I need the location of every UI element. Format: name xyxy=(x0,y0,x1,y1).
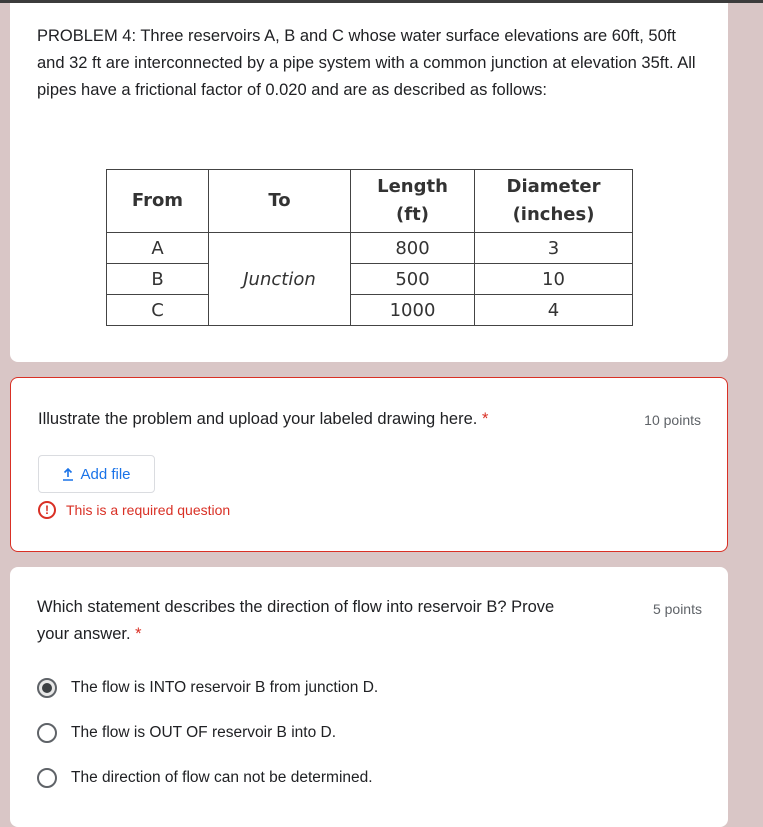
required-asterisk: * xyxy=(135,625,142,643)
radio-button[interactable] xyxy=(37,768,57,788)
required-error xyxy=(38,501,230,519)
cell-length: 500 xyxy=(351,264,475,295)
option-flow-into-b[interactable] xyxy=(37,678,378,698)
header-from: From xyxy=(107,170,209,233)
radio-button-selected[interactable] xyxy=(37,678,57,698)
add-file-button[interactable] xyxy=(38,455,155,493)
cell-diameter: 10 xyxy=(475,264,633,295)
table-row xyxy=(107,295,633,326)
cell-length: 1000 xyxy=(351,295,475,326)
radio-button[interactable] xyxy=(37,723,57,743)
option-label: The flow is OUT OF reservoir B into D. xyxy=(71,724,336,741)
error-text: This is a required question xyxy=(66,502,231,518)
option-flow-out-of-b[interactable] xyxy=(37,723,336,743)
header-to: To xyxy=(209,170,351,233)
cell-from: B xyxy=(107,264,209,295)
problem-text: PROBLEM 4: Three reservoirs A, B and C whose water surface elevations are 60ft, 50ft and 32 ft are interconnected by a pipe system with a common junction at elevation 35ft. All pipes have a frictional factor of 0.020 and are as described as follows: xyxy=(37,27,696,99)
upload-icon xyxy=(62,468,74,481)
cell-to-junction: Junction xyxy=(209,233,351,326)
points-label: 10 points xyxy=(644,412,701,428)
cell-from: A xyxy=(107,233,209,264)
cell-from: C xyxy=(107,295,209,326)
add-file-label: Add file xyxy=(80,465,131,483)
table-row xyxy=(107,233,633,264)
cell-diameter: 3 xyxy=(475,233,633,264)
question-title: Which statement describes the direction of flow into reservoir B? Prove your answer. * xyxy=(37,598,555,643)
cell-diameter: 4 xyxy=(475,295,633,326)
question-title: Illustrate the problem and upload your labeled drawing here. * xyxy=(38,410,489,428)
upload-question-card xyxy=(10,377,728,552)
cell-length: 800 xyxy=(351,233,475,264)
problem-card xyxy=(10,3,728,362)
error-icon: ! xyxy=(38,501,56,519)
points-label: 5 points xyxy=(652,601,702,617)
option-label: The flow is INTO reservoir B from junction D. xyxy=(71,679,379,696)
option-label: The direction of flow can not be determined. xyxy=(71,769,373,786)
pipe-table xyxy=(106,169,633,326)
table-header-row xyxy=(107,170,633,233)
required-asterisk: * xyxy=(481,410,489,428)
header-length: Length (ft) xyxy=(351,170,475,233)
header-diameter: Diameter (inches) xyxy=(475,170,633,233)
flow-question-card xyxy=(10,567,728,827)
option-cannot-determine[interactable] xyxy=(37,768,373,788)
table-row xyxy=(107,264,633,295)
